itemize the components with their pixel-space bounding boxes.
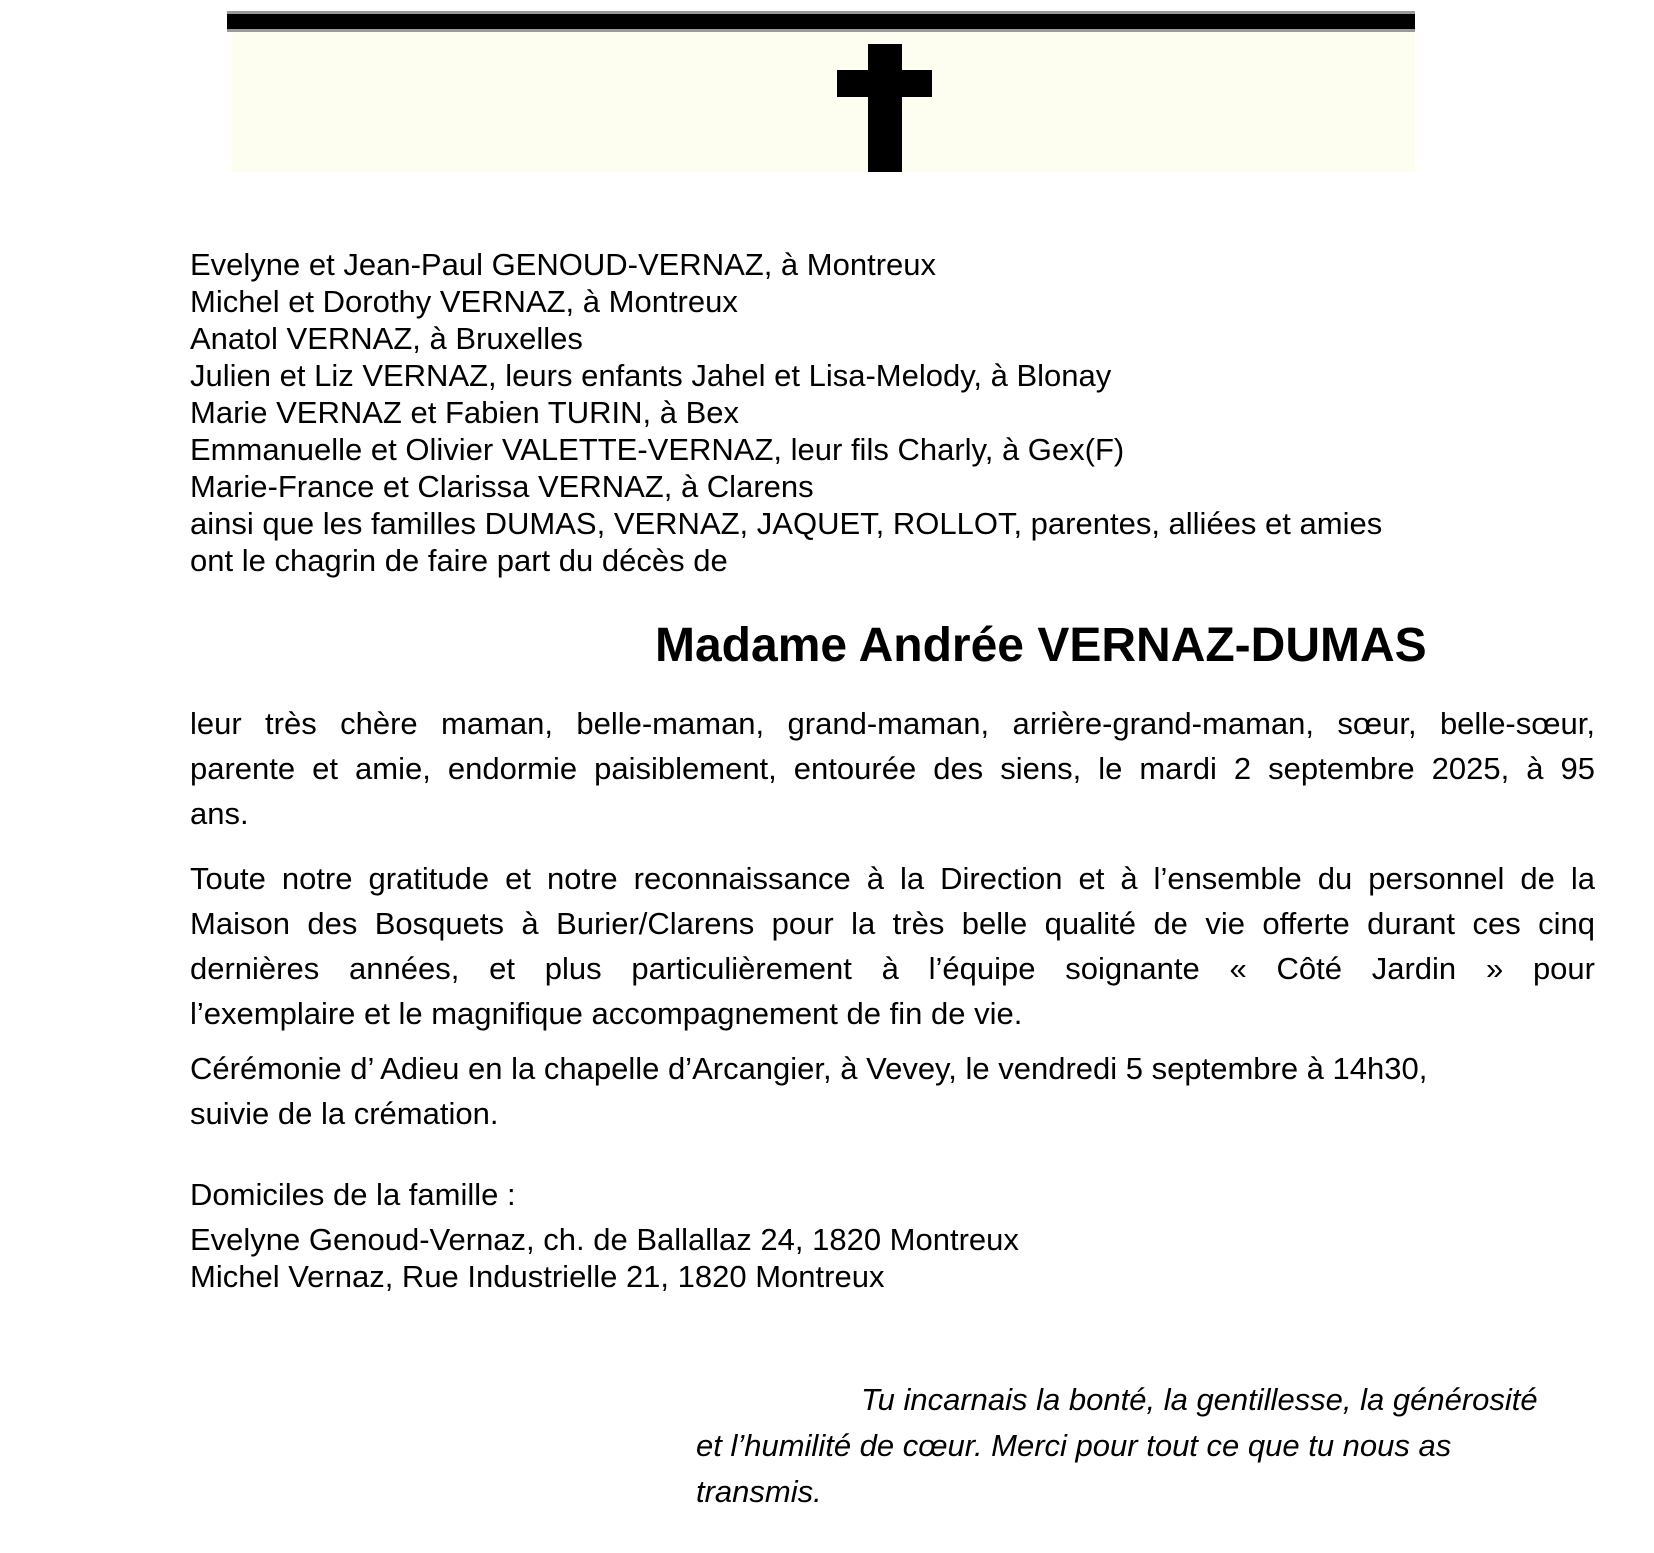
domiciles-block [190, 1176, 1019, 1295]
cross-horizontal-bar [837, 70, 932, 97]
family-line: Julien et Liz VERNAZ, leurs enfants Jahel et Lisa-Melody, à Blonay [190, 358, 1112, 393]
ceremony-line: suivie de la crémation. [190, 1096, 499, 1131]
domicile-line: Evelyne Genoud-Vernaz, ch. de Ballallaz 24, 1820 Montreux [190, 1222, 1019, 1257]
family-line: Anatol VERNAZ, à Bruxelles [190, 321, 583, 356]
quote-line: Tu incarnais la bonté, la gentillesse, la générosité [861, 1382, 1538, 1417]
memorial-quote [696, 1377, 1596, 1515]
family-line: Marie-France et Clarissa VERNAZ, à Clarens [190, 469, 814, 504]
family-line: Emmanuelle et Olivier VALETTE-VERNAZ, leur fils Charly, à Gex(F) [190, 432, 1125, 467]
gratitude-line: Maison des Bosquets à Burier/Clarens pour la très belle qualité de vie offerte durant ces cinq [190, 906, 1595, 941]
domicile-line: Michel Vernaz, Rue Industrielle 21, 1820 Montreux [190, 1259, 885, 1294]
family-line: ont le chagrin de faire part du décès de [190, 543, 728, 578]
family-line: Evelyne et Jean-Paul GENOUD-VERNAZ, à Montreux [190, 247, 936, 282]
top-banner-bar [227, 11, 1415, 32]
gratitude-paragraph [190, 856, 1595, 1036]
quote-line: transmis. [696, 1474, 822, 1509]
gratitude-line: l’exemplaire et le magnifique accompagnement de fin de vie. [190, 996, 1023, 1031]
obituary-line: parente et amie, endormie paisiblement, entourée des siens, le mardi 2 septembre 2025, à 95 [190, 751, 1595, 786]
family-names-list [190, 246, 1382, 579]
family-line: Marie VERNAZ et Fabien TURIN, à Bex [190, 395, 739, 430]
family-line: ainsi que les familles DUMAS, VERNAZ, JAQUET, ROLLOT, parentes, alliées et amies [190, 506, 1383, 541]
family-line: Michel et Dorothy VERNAZ, à Montreux [190, 284, 738, 319]
ceremony-line: Cérémonie d’ Adieu en la chapelle d’Arcangier, à Vevey, le vendredi 5 septembre à 14h30, [190, 1051, 1428, 1086]
obituary-line: leur très chère maman, belle-maman, grand-maman, arrière-grand-maman, sœur, belle-sœur, [190, 706, 1595, 741]
obituary-line: ans. [190, 796, 249, 831]
gratitude-line: Toute notre gratitude et notre reconnaissance à la Direction et à l’ensemble du personnel de la [190, 861, 1595, 896]
obituary-paragraph [190, 701, 1595, 836]
latin-cross-icon [837, 44, 932, 172]
deceased-name-title: Madame Andrée VERNAZ-DUMAS [655, 619, 1427, 672]
header-panel [232, 32, 1415, 172]
ceremony-paragraph [190, 1046, 1595, 1136]
quote-line: et l’humilité de cœur. Merci pour tout ce que tu nous as [696, 1428, 1452, 1463]
gratitude-line: dernières années, et plus particulièrement à l’équipe soignante « Côté Jardin » pour [190, 951, 1595, 986]
cross-vertical-bar [868, 44, 902, 172]
domiciles-heading: Domiciles de la famille : [190, 1177, 516, 1212]
